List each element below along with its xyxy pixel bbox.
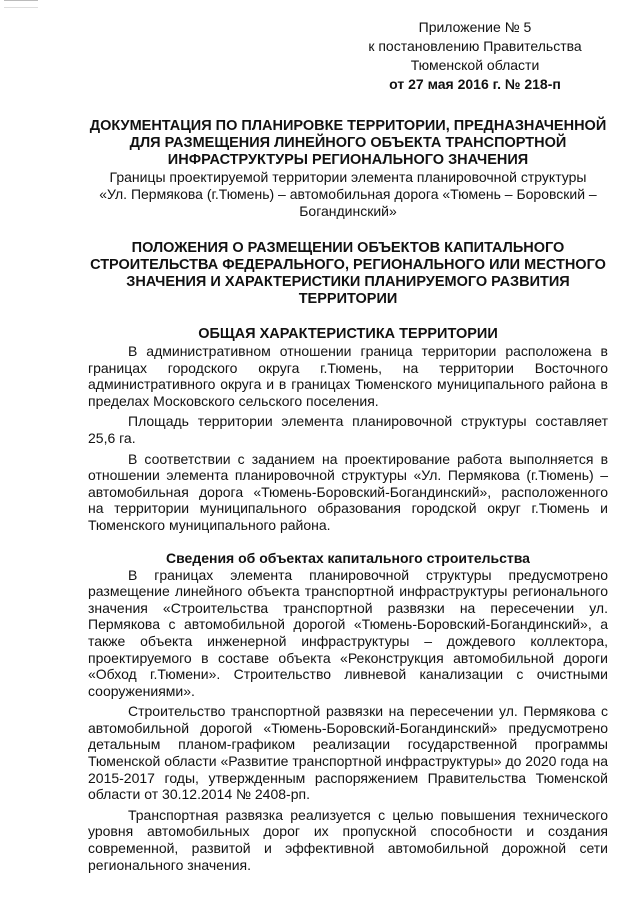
title-line: ДЛЯ РАЗМЕЩЕНИЯ ЛИНЕЙНОГО ОБЪЕКТА ТРАНСПОРТНОЙ: [129, 135, 567, 151]
paragraph: В административном отношении граница территории расположена в границах городского округа г.Тюмень, на территории Восточного административного округа и в границах Тюменского муниципального района в пределах Московского сельского поселения.: [88, 343, 608, 409]
subtitle-line: «Ул. Пермякова (г.Тюмень) – автомобильная дорога «Тюмень – Боровский –: [99, 186, 597, 202]
subtitle-line: Богандинский»: [299, 203, 397, 219]
paragraph: Строительство транспортной развязки на пересечении ул. Пермякова с автомобильной дорогой «Тюмень-Боровский-Богандинский» предусмотрено детальным планом-графиком реализации государственной программы Тюменской области «Развитие транспортной инфраструктуры» до 2020 года на 2015-2017 годы, утвержденным распоряжением Правительства Тюменской области от 30.12.2014 № 2408-рп.: [88, 703, 608, 803]
subtitle-line: Границы проектируемой территории элемента планировочной структуры: [109, 169, 587, 185]
title-line: ИНФРАСТРУКТУРЫ РЕГИОНАЛЬНОГО ЗНАЧЕНИЯ: [167, 152, 529, 168]
objects-heading: Сведения об объектах капитального строительства: [166, 549, 530, 566]
paragraph: Площадь территории элемента планировочной структуры составляет 25,6 га.: [88, 413, 608, 446]
appendix-number: Приложение № 5: [418, 19, 532, 35]
general-heading: ОБЩАЯ ХАРАКТЕРИСТИКА ТЕРРИТОРИИ: [198, 326, 498, 342]
scan-artifact: [4, 0, 38, 8]
section-title: [88, 240, 608, 308]
paragraph: Транспортная развязка реализуется с целью повышения технического уровня автомобильных дорог их пропускной способности и создания современной, развитой и эффективной автомобильной дорожной сети регионального значения.: [88, 806, 608, 873]
document-title: [88, 118, 608, 169]
section-title-line: СТРОИТЕЛЬСТВА ФЕДЕРАЛЬНОГО, РЕГИОНАЛЬНОГО ИЛИ МЕСТНОГО: [90, 257, 606, 273]
section-title-line: ЗНАЧЕНИЯ И ХАРАКТЕРИСТИКИ ПЛАНИРУЕМОГО РАЗВИТИЯ: [126, 274, 570, 290]
appendix-region: Тюменской области: [410, 57, 540, 73]
appendix-resolution: к постановлению Правительства: [368, 38, 582, 54]
paragraph: В соответствии с заданием на проектирование работа выполняется в отношении элемента планировочной структуры «Ул. Пермякова (г.Тюмень) – автомобильная дорога «Тюмень-Боровский-Богандинский», расположенного на территории муниципального образования городской округ г.Тюмень и Тюменского муниципального района.: [88, 450, 608, 533]
appendix-block: [360, 18, 590, 94]
title-line: ДОКУМЕНТАЦИЯ ПО ПЛАНИРОВКЕ ТЕРРИТОРИИ, ПРЕДНАЗНАЧЕННОЙ: [89, 118, 607, 134]
document-page: [88, 18, 608, 877]
section-title-line: ТЕРРИТОРИИ: [298, 291, 398, 307]
appendix-date: от 27 мая 2016 г. № 218-п: [389, 76, 561, 92]
section-title-line: ПОЛОЖЕНИЯ О РАЗМЕЩЕНИИ ОБЪЕКТОВ КАПИТАЛЬНОГО: [131, 240, 565, 256]
paragraph: В границах элемента планировочной структуры предусмотрено размещение линейного объекта транспортной инфраструктуры регионального значения «Строительства транспортной развязки на пересечении ул. Пермякова с автомобильной дорогой «Тюмень-Боровский-Богандинский», а также объекта инженерной инфраструктуры – дождевого коллектора, проектируемого в составе объекта «Реконструкция автомобильной дороги «Обход г.Тюмени». Строительство ливневой канализации с очистными сооружениями».: [88, 566, 608, 699]
document-subtitle: [88, 169, 608, 220]
